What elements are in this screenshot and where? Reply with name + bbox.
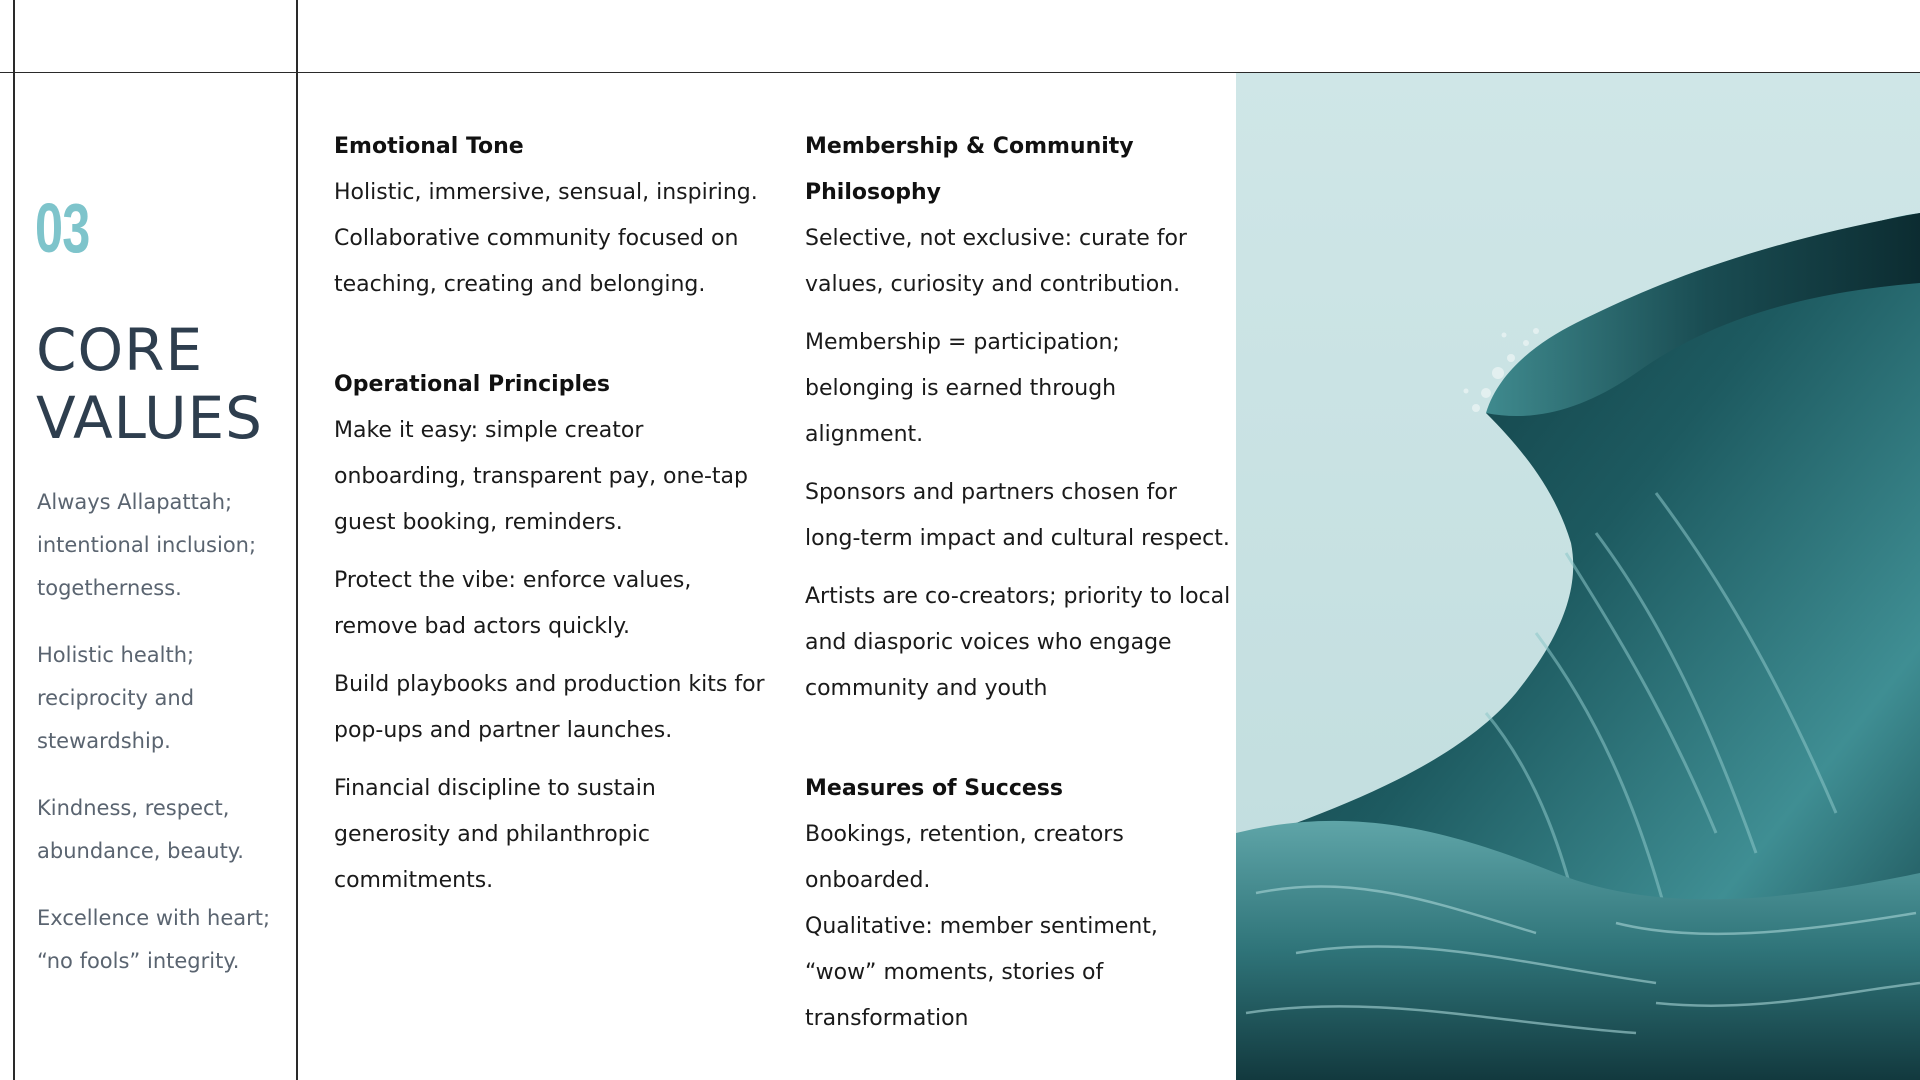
page-title-line-2: VALUES (36, 384, 263, 452)
core-values-list (37, 481, 287, 1007)
emotional-tone-body: Holistic, immersive, sensual, inspiring. Collaborative community focused on teaching, creating and belonging. (334, 180, 758, 297)
column-tone-principles (334, 124, 774, 904)
page-title (36, 316, 263, 452)
value-item: Always Allapattah; intentional inclusion; togetherness. (37, 490, 257, 600)
column-membership-measures (805, 124, 1235, 1042)
ocean-wave-illustration (1236, 73, 1920, 1080)
principle-item: Build playbooks and production kits for pop-ups and partner launches. (334, 672, 765, 743)
frame-line-middle (296, 0, 298, 1080)
membership-item: Selective, not exclusive: curate for values, curiosity and contribution. (805, 226, 1187, 297)
page-title-line-1: CORE (36, 316, 204, 384)
membership-item: Artists are co-creators; priority to local and diasporic voices who engage community and youth (805, 584, 1231, 701)
value-item: Excellence with heart; “no fools” integrity. (37, 906, 271, 973)
value-item: Holistic health; reciprocity and stewardship. (37, 643, 195, 753)
membership-item: Membership = participation; belonging is earned through alignment. (805, 330, 1120, 447)
measure-item: Bookings, retention, creators onboarded. (805, 822, 1124, 893)
section-number: 03 (35, 189, 90, 267)
principle-item: Protect the vibe: enforce values, remove bad actors quickly. (334, 568, 692, 639)
principle-item: Financial discipline to sustain generosity and philanthropic commitments. (334, 776, 656, 893)
measures-heading: Measures of Success (805, 776, 1063, 801)
ocean-wave-image (1236, 73, 1920, 1080)
value-item: Kindness, respect, abundance, beauty. (37, 796, 244, 863)
principle-item: Make it easy: simple creator onboarding, transparent pay, one-tap guest booking, reminders. (334, 418, 749, 535)
membership-heading: Membership & Community Philosophy (805, 134, 1134, 205)
measure-item: Qualitative: member sentiment, “wow” moments, stories of transformation (805, 914, 1158, 1031)
emotional-tone-heading: Emotional Tone (334, 134, 524, 159)
operational-principles-heading: Operational Principles (334, 372, 611, 397)
membership-item: Sponsors and partners chosen for long-term impact and cultural respect. (805, 480, 1230, 551)
frame-line-left (13, 0, 15, 1080)
